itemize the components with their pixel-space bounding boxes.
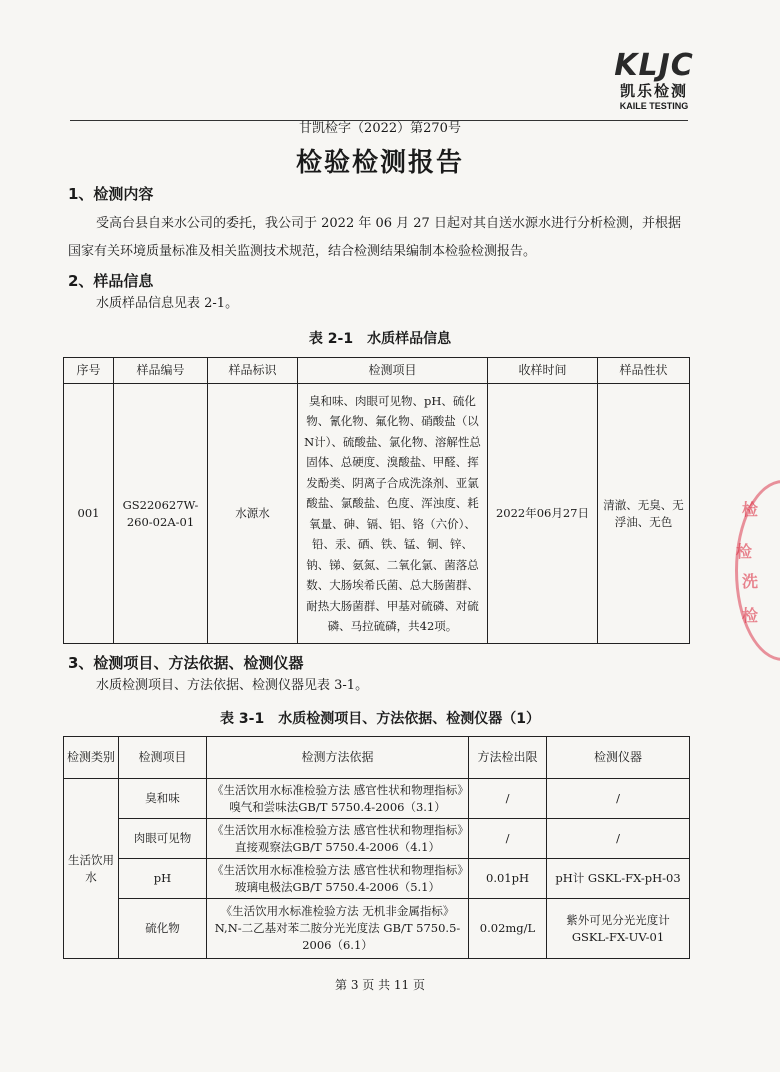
- table-row: [64, 819, 690, 859]
- header-cell: 样品编号: [114, 358, 208, 384]
- method-table: [63, 736, 690, 959]
- header-cell: 检测项目: [298, 358, 488, 384]
- section-2-heading: 2、样品信息: [68, 272, 154, 290]
- detection-limit: 0.01pH: [469, 859, 547, 899]
- instrument: /: [547, 819, 690, 859]
- section-2-paragraph: 水质样品信息见表 2-1。: [96, 296, 239, 311]
- detection-limit: /: [469, 819, 547, 859]
- page-number: 第 3 页 共 11 页: [335, 978, 425, 992]
- logo-english-name: KAILE TESTING: [619, 101, 689, 111]
- instrument: pH计 GSKL-FX-pH-03: [547, 859, 690, 899]
- receive-time: 2022年06月27日: [488, 384, 598, 644]
- test-category: 生活饮用水: [64, 779, 119, 959]
- header-cell: 方法检出限: [469, 737, 547, 779]
- sample-id-line-2: 260-02A-01: [126, 514, 195, 529]
- test-method: 《生活饮用水标准检验方法 无机非金属指标》N,N-二乙基对苯二胺分光光度法 GB/T 5750.5-2006（6.1）: [207, 899, 469, 959]
- stamp-char: 检: [736, 542, 753, 561]
- sample-appearance: 清澈、无臭、无浮油、无色: [598, 384, 690, 644]
- header-cell: 收样时间: [488, 358, 598, 384]
- test-method: 《生活饮用水标准检验方法 感官性状和物理指标》直接观察法GB/T 5750.4-2006（4.1）: [207, 819, 469, 859]
- detection-limit: 0.02mg/L: [469, 899, 547, 959]
- header-cell: 检测类别: [64, 737, 119, 779]
- sample-label: 水源水: [208, 384, 298, 644]
- table-row: [64, 859, 690, 899]
- header-cell: 检测项目: [119, 737, 207, 779]
- sample-id: [114, 384, 208, 644]
- logo-chinese-name: 凯乐检测: [619, 82, 688, 100]
- test-method: 《生活饮用水标准检验方法 感官性状和物理指标》嗅气和尝味法GB/T 5750.4-2006（3.1）: [207, 779, 469, 819]
- test-item: 肉眼可见物: [119, 819, 207, 859]
- header-cell: 检测方法依据: [207, 737, 469, 779]
- header-cell: 样品标识: [208, 358, 298, 384]
- instrument: 紫外可见分光光度计 GSKL-FX-UV-01: [547, 899, 690, 959]
- table-row: [64, 899, 690, 959]
- instrument: /: [547, 779, 690, 819]
- test-items: 臭和味、肉眼可见物、pH、硫化物、氰化物、氟化物、硝酸盐（以N计）、硫酸盐、氯化物、溶解性总固体、总硬度、溴酸盐、甲醛、挥发酚类、阴离子合成洗涤剂、亚氯酸盐、氯酸盐、色度、浑浊度、耗氧量、砷、镉、铝、铬（六价）、铅、汞、硒、铁、锰、铜、锌、钠、锑、氨氮、二氧化氯、菌落总数、大肠埃希氏菌、总大肠菌群、耐热大肠菌群、甲基对硫磷、对硫磷、马拉硫磷，共42项。: [298, 384, 488, 644]
- section-3-paragraph: 水质检测项目、方法依据、检测仪器见表 3-1。: [96, 678, 369, 693]
- detection-limit: /: [469, 779, 547, 819]
- table-header-row: [64, 358, 690, 384]
- sample-id-line-1: GS220627W-: [122, 497, 199, 512]
- stamp-char: 检: [742, 606, 759, 625]
- sample-no: 001: [64, 384, 114, 644]
- header-cell: 样品性状: [598, 358, 690, 384]
- header-cell: 检测仪器: [547, 737, 690, 779]
- section-1-heading: 1、检测内容: [68, 185, 154, 203]
- table-2-1-caption: 表 2-1 水质样品信息: [308, 331, 452, 347]
- sample-info-table: [63, 357, 690, 644]
- table-row: [64, 384, 690, 644]
- stamp-char: 检: [742, 500, 759, 519]
- test-method: 《生活饮用水标准检验方法 感官性状和物理指标》玻璃电极法GB/T 5750.4-2006（5.1）: [207, 859, 469, 899]
- document-number: 甘凯检字（2022）第270号: [299, 121, 461, 136]
- header-cell: 序号: [64, 358, 114, 384]
- table-3-1-caption: 表 3-1 水质检测项目、方法依据、检测仪器（1）: [220, 711, 540, 727]
- report-title: 检验检测报告: [295, 148, 464, 178]
- logo-mark: KLJC: [614, 48, 694, 83]
- official-seal-stamp: [735, 480, 780, 661]
- stamp-char: 洗: [742, 572, 759, 591]
- section-1-paragraph: 受高台县自来水公司的委托，我公司于 2022 年 06 月 27 日起对其自送水源水进行分析检测，并根据国家有关环境质量标准及相关监测技术规范，结合检测结果编制本检验检测报告。: [68, 216, 681, 259]
- background-watermark: ﾠ: [78, 53, 100, 78]
- section-3-heading: 3、检测项目、方法依据、检测仪器: [68, 654, 304, 672]
- test-item: pH: [119, 859, 207, 899]
- test-item: 硫化物: [119, 899, 207, 959]
- company-logo: [604, 50, 704, 112]
- table-header-row: [64, 737, 690, 779]
- table-row: [64, 779, 690, 819]
- test-item: 臭和味: [119, 779, 207, 819]
